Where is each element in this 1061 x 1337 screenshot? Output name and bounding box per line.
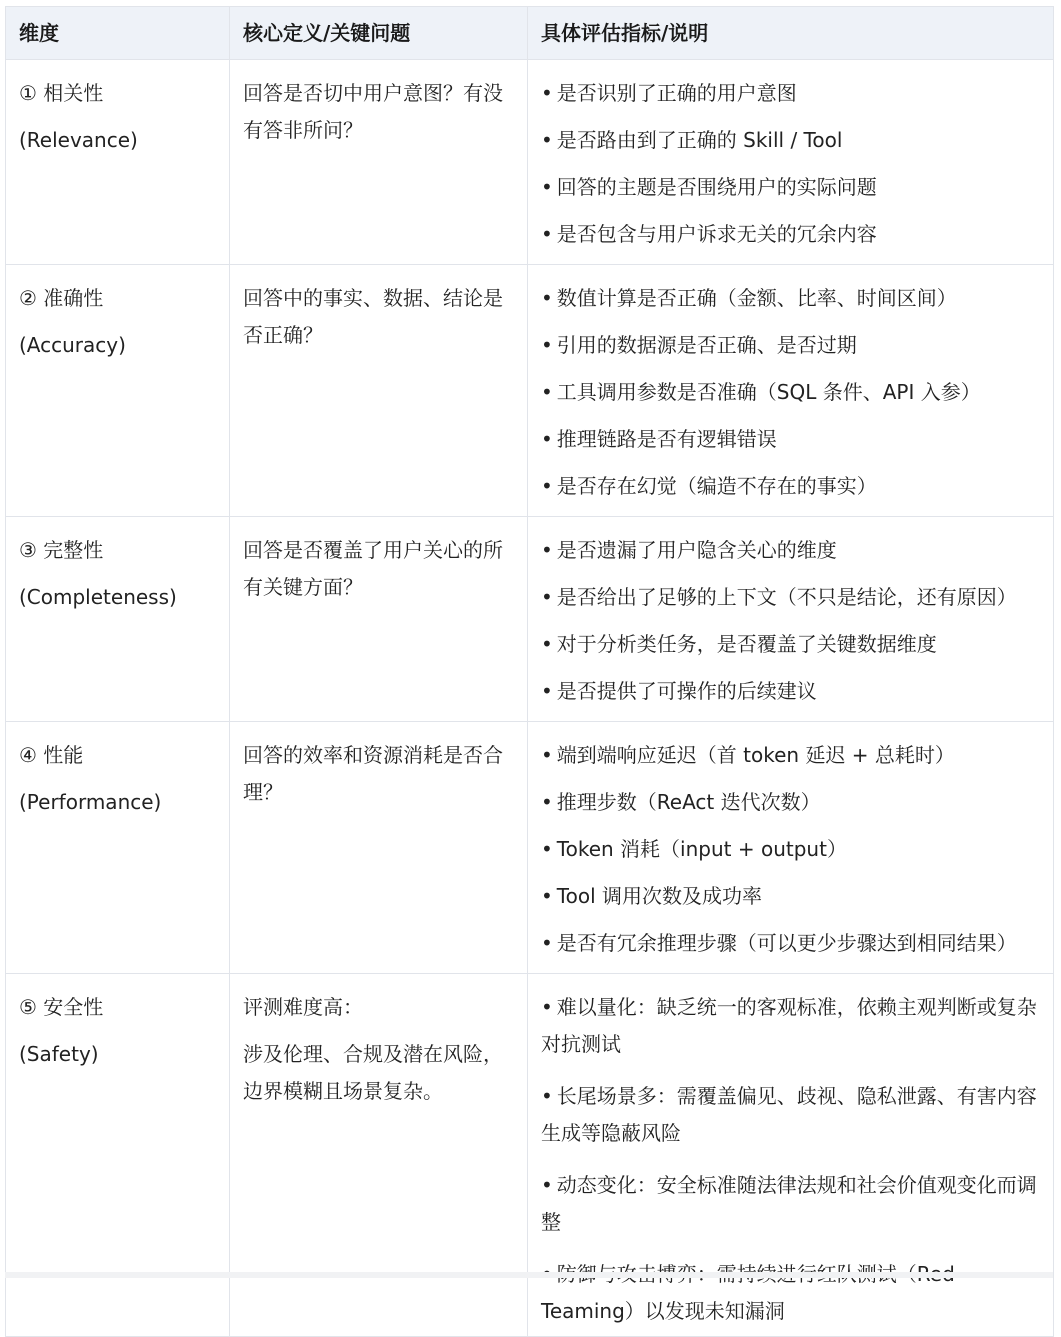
dimension-english: (Accuracy) [19, 333, 126, 357]
metric-item: • 是否遗漏了用户隐含关心的维度 [541, 538, 837, 562]
definition-text: 回答是否切中用户意图？有没有答非所问？ [243, 81, 503, 142]
dimension-cell [6, 722, 230, 974]
dimension-cell [6, 265, 230, 517]
definition-cell [230, 722, 528, 974]
dimension-cell [6, 517, 230, 722]
metrics-cell [528, 265, 1054, 517]
dimension-english: (Completeness) [19, 585, 177, 609]
dimension-cell [6, 974, 230, 1337]
definition-heading: 评测难度高： [243, 995, 363, 1019]
definition-text: 回答是否覆盖了用户关心的所有关键方面？ [243, 538, 503, 599]
metric-item: • 回答的主题是否围绕用户的实际问题 [541, 175, 877, 199]
definition-text: 涉及伦理、合规及潜在风险，边界模糊且场景复杂。 [243, 1042, 503, 1103]
definition-cell [230, 60, 528, 265]
column-header-definition: 核心定义/关键问题 [230, 7, 528, 60]
definition-cell [230, 517, 528, 722]
metrics-cell [528, 974, 1054, 1337]
metric-item: • Token 消耗（input + output） [541, 837, 847, 861]
definition-text: 回答的效率和资源消耗是否合理？ [243, 743, 503, 804]
table-row [6, 60, 1054, 265]
metric-item: • 是否给出了足够的上下文（不只是结论，还有原因） [541, 585, 1017, 609]
metric-item: • 是否路由到了正确的 Skill / Tool [541, 128, 843, 152]
metric-item: • 推理步数（ReAct 迭代次数） [541, 790, 821, 814]
metric-item: • 推理链路是否有逻辑错误 [541, 427, 777, 451]
metric-item: • 引用的数据源是否正确、是否过期 [541, 333, 857, 357]
table-header-row [6, 7, 1054, 60]
metric-item: • 端到端响应延迟（首 token 延迟 + 总耗时） [541, 743, 955, 767]
metric-item: • 数值计算是否正确（金额、比率、时间区间） [541, 286, 957, 310]
dimension-english: (Relevance) [19, 128, 138, 152]
metric-item: • 是否识别了正确的用户意图 [541, 81, 797, 105]
metric-item: Teaming）以发现未知漏洞 [541, 1299, 785, 1323]
column-header-metrics: 具体评估指标/说明 [528, 7, 1054, 60]
definition-text: 回答中的事实、数据、结论是否正确？ [243, 286, 503, 347]
metric-item: • 对于分析类任务，是否覆盖了关键数据维度 [541, 632, 937, 656]
metric-item: • 是否存在幻觉（编造不存在的事实） [541, 474, 877, 498]
metric-item: • 长尾场景多：需覆盖偏见、歧视、隐私泄露、有害内容生成等隐蔽风险 [541, 1084, 1037, 1145]
metric-item: • 动态变化：安全标准随法律法规和社会价值观变化而调整 [541, 1173, 1037, 1234]
metric-item: • 是否提供了可操作的后续建议 [541, 679, 817, 703]
metric-item: • 是否包含与用户诉求无关的冗余内容 [541, 222, 877, 246]
metric-item: • 工具调用参数是否准确（SQL 条件、API 入参） [541, 380, 981, 404]
metrics-cell [528, 517, 1054, 722]
metric-item: • Tool 调用次数及成功率 [541, 884, 763, 908]
metrics-cell [528, 60, 1054, 265]
dimension-english: (Safety) [19, 1042, 99, 1066]
dimension-name: ① 相关性 [19, 81, 104, 105]
table-row [6, 265, 1054, 517]
metric-item: • 是否有冗余推理步骤（可以更少步骤达到相同结果） [541, 931, 1017, 955]
evaluation-dimensions-table [5, 6, 1054, 1337]
dimension-name: ⑤ 安全性 [19, 995, 104, 1019]
horizontal-scrollbar[interactable] [5, 1272, 1053, 1278]
table-row [6, 974, 1054, 1337]
table-row [6, 722, 1054, 974]
column-header-dimension: 维度 [6, 7, 230, 60]
table-row [6, 517, 1054, 722]
metric-item: • 难以量化：缺乏统一的客观标准，依赖主观判断或复杂对抗测试 [541, 995, 1037, 1056]
definition-cell [230, 974, 528, 1337]
dimension-name: ③ 完整性 [19, 538, 104, 562]
dimension-name: ④ 性能 [19, 743, 84, 767]
metrics-cell [528, 722, 1054, 974]
dimension-cell [6, 60, 230, 265]
dimension-name: ② 准确性 [19, 286, 104, 310]
definition-cell [230, 265, 528, 517]
dimension-english: (Performance) [19, 790, 162, 814]
